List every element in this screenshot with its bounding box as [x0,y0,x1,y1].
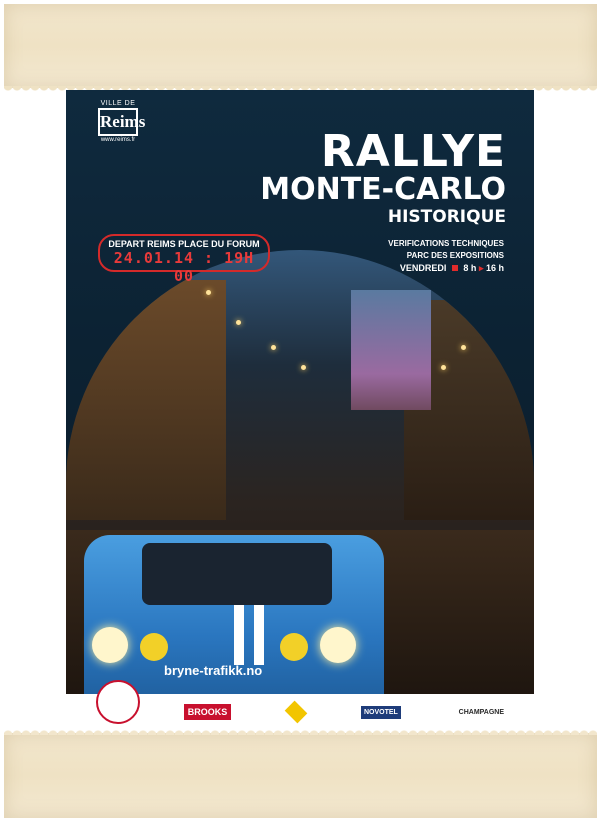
car-windshield [142,543,332,605]
red-square-icon [452,265,458,271]
photo-cathedral [351,290,431,410]
car-headlight-right [320,627,356,663]
street-lamp-icon [301,365,306,370]
rally-photo [66,250,534,710]
car-headlight-left [92,627,128,663]
verif-start: 8 h [463,263,477,273]
city-logo-url: www.reims.fr [100,137,136,143]
paper-bottom-strip [4,733,597,818]
title-monte-carlo: MONTE-CARLO [260,172,506,207]
rally-poster [66,90,534,730]
street-lamp-icon [206,290,211,295]
reims-city-logo [96,98,146,158]
sponsor-champagne: CHAMPAGNE [458,708,505,716]
depart-badge [98,234,270,285]
poster-title [260,126,506,228]
arrow-right-icon: ▸ [478,263,484,273]
renault-logo-icon [285,701,308,724]
paper-top-strip [4,4,597,88]
verif-end: 16 h [485,263,504,273]
city-logo-name: Reims [98,108,138,136]
photo-building-left [66,280,226,520]
car-foglight-right [280,633,308,661]
title-rallye: RALLYE [320,126,506,177]
city-logo-ville: VILLE DE [100,100,136,107]
sponsor-novotel: NOVOTEL [361,706,401,719]
street-lamp-icon [236,320,241,325]
depart-label: DEPART REIMS PLACE DU FORUM [108,239,260,249]
verif-schedule [388,262,504,274]
verification-info [388,238,504,274]
street-lamp-icon [461,345,466,350]
verif-line1: VERIFICATIONS TECHNIQUES [388,239,504,248]
automobile-club-crest-icon [96,680,140,724]
sponsor-brooks: BROOKS [184,704,232,720]
car-stripe [234,605,244,665]
car-sponsor-sign: bryne-trafikk.no [164,663,263,678]
car-foglight-left [140,633,168,661]
renault-rally-car [84,535,384,705]
car-stripe [254,605,264,665]
verif-line2: PARC DES EXPOSITIONS [406,251,504,260]
title-historique: HISTORIQUE [387,207,506,227]
street-lamp-icon [271,345,276,350]
depart-datetime: 24.01.14 : 19H 00 [113,249,255,285]
verif-day: VENDREDI [399,263,447,273]
street-lamp-icon [441,365,446,370]
